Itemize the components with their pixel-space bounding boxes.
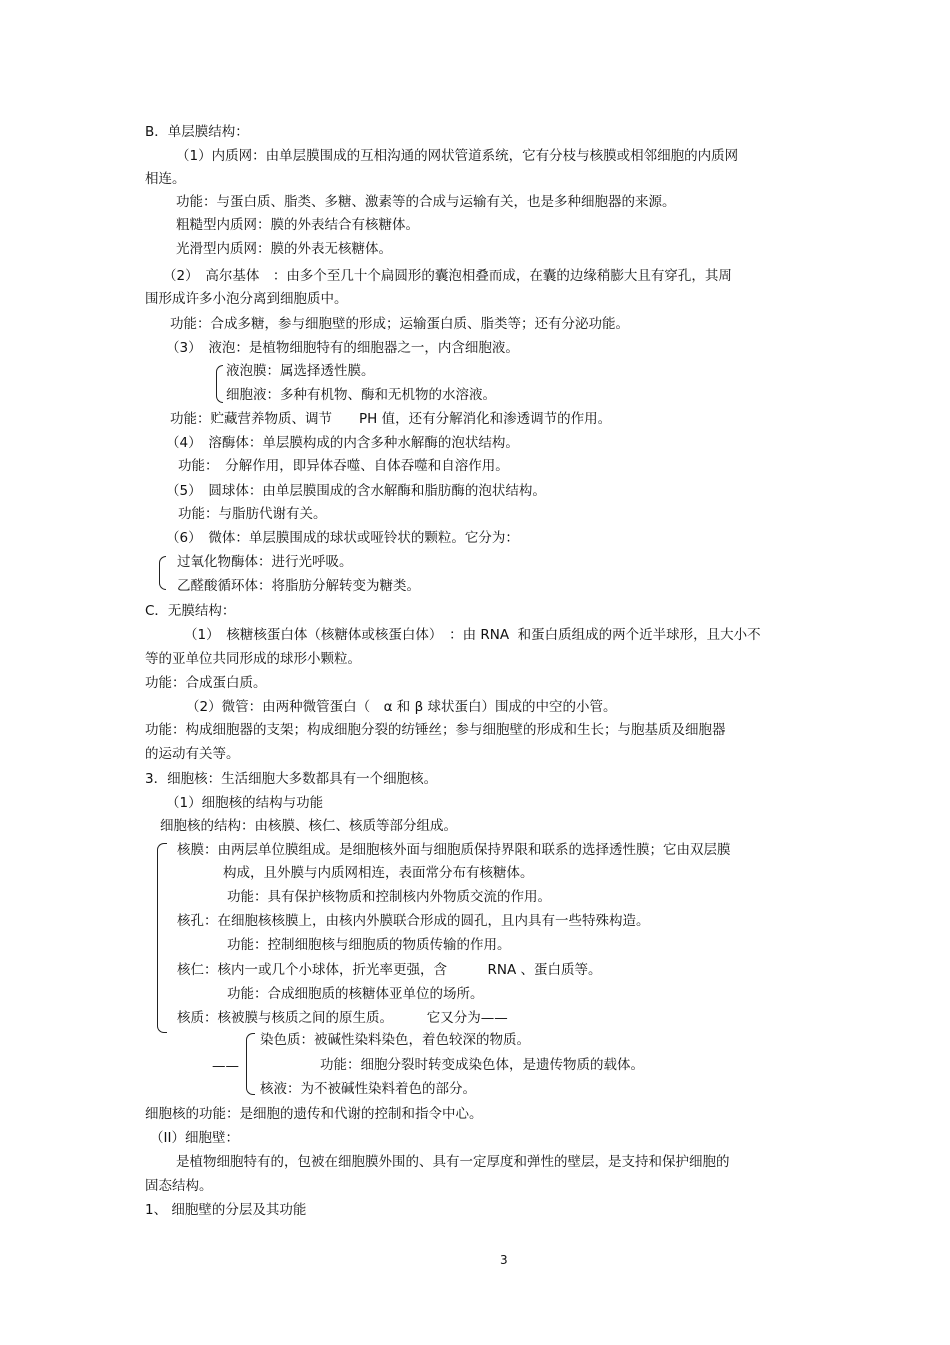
text-line: 乙醛酸循环体：将脂肪分解转变为糖类。 — [177, 578, 420, 594]
text-line: 功能：细胞分裂时转变成染色体，是遗传物质的载体。 — [320, 1057, 644, 1073]
text-line: 功能：合成蛋白质。 — [145, 675, 267, 691]
text-line: —— — [212, 1058, 239, 1074]
text-line: （2）微管：由两种微管蛋白（ α 和 β 球状蛋白）围成的中空的小管。 — [186, 699, 617, 715]
text-line: 围形成许多小泡分离到细胞质中。 — [145, 291, 348, 307]
text-line: 功能：合成细胞质的核糖体亚单位的场所。 — [227, 986, 484, 1002]
text-line: 构成，且外膜与内质网相连，表面常分布有核糖体。 — [223, 865, 534, 881]
text-line: （3） 液泡：是植物细胞特有的细胞器之一，内含细胞液。 — [166, 340, 519, 356]
text-line: 核膜：由两层单位膜组成。是细胞核外面与细胞质保持界限和联系的选择透性膜；它由双层膜 — [177, 842, 731, 858]
text-line: （1）细胞核的结构与功能 — [166, 795, 324, 811]
heading-cell-wall: （II）细胞壁： — [150, 1130, 239, 1146]
text-line: 核孔：在细胞核核膜上，由核内外膜联合形成的圆孔，且内具有一些特殊构造。 — [177, 913, 650, 929]
nucleus-structure-brace — [157, 843, 167, 1033]
text-line: 细胞核的结构：由核膜、核仁、核质等部分组成。 — [160, 818, 457, 834]
microbody-brace — [159, 556, 166, 590]
text-line: 功能：控制细胞核与细胞质的物质传输的作用。 — [227, 937, 511, 953]
text-line: 液泡膜：属选择透性膜。 — [226, 363, 375, 379]
text-line: 光滑型内质网：膜的外表无核糖体。 — [176, 241, 392, 257]
text-line: 相连。 — [145, 171, 186, 187]
text-line: 细胞核的功能：是细胞的遗传和代谢的控制和指令中心。 — [145, 1106, 483, 1122]
text-line: 固态结构。 — [145, 1178, 213, 1194]
text-line: （5） 圆球体：由单层膜围成的含水解酶和脂肪酶的泡状结构。 — [166, 483, 546, 499]
text-line: 的运动有关等。 — [145, 746, 240, 762]
text-line: （6） 微体：单层膜围成的球状或哑铃状的颗粒。它分为： — [166, 530, 519, 546]
text-line: 细胞液：多种有机物、酶和无机物的水溶液。 — [226, 387, 496, 403]
text-line: 功能：与蛋白质、脂类、多糖、激素等的合成与运输有关，也是多种细胞器的来源。 — [176, 194, 676, 210]
text-line: 功能：具有保护核物质和控制核内外物质交流的作用。 — [227, 889, 551, 905]
heading-nucleus: 3．细胞核：生活细胞大多数都具有一个细胞核。 — [145, 771, 438, 787]
heading-non-membrane: C．无膜结构： — [145, 603, 236, 619]
text-line: 染色质：被碱性染料染色，着色较深的物质。 — [260, 1032, 530, 1048]
text-line: 功能：构成细胞器的支架；构成细胞分裂的纺锤丝；参与细胞壁的形成和生长；与胞基质及细胞器 — [145, 722, 726, 738]
text-line: （4） 溶酶体：单层膜构成的内含多种水解酶的泡状结构。 — [166, 435, 519, 451]
text-line: 是植物细胞特有的，包被在细胞膜外围的、具有一定厚度和弹性的壁层，是支持和保护细胞的 — [176, 1154, 730, 1170]
nucleoplasm-brace — [246, 1033, 255, 1095]
text-line: 1、 细胞壁的分层及其功能 — [145, 1202, 307, 1218]
heading-single-membrane: B．单层膜结构： — [145, 124, 249, 140]
text-line: 核仁：核内一或几个小球体，折光率更强，含 RNA 、蛋白质等。 — [177, 962, 602, 978]
text-line: 等的亚单位共同形成的球形小颗粒。 — [145, 651, 361, 667]
text-line: （1） 核糖核蛋白体（核糖体或核蛋白体） ：由 RNA 和蛋白质组成的两个近半球形，且大小不 — [184, 627, 761, 643]
text-line: （2） 高尔基体 ：由多个至几十个扁圆形的囊泡相叠而成，在囊的边缘稍膨大且有穿孔，其周 — [163, 268, 732, 284]
page-number: 3 — [500, 1253, 508, 1267]
text-line: 功能：与脂肪代谢有关。 — [178, 506, 327, 522]
text-line: 过氧化物酶体：进行光呼吸。 — [177, 554, 353, 570]
text-line: 核液：为不被碱性染料着色的部分。 — [260, 1081, 476, 1097]
text-line: （1）内质网：由单层膜围成的互相沟通的网状管道系统，它有分枝与核膜或相邻细胞的内质网 — [176, 148, 739, 164]
text-line: 功能：合成多糖，参与细胞壁的形成；运输蛋白质、脂类等；还有分泌功能。 — [170, 316, 629, 332]
text-line: 功能： 分解作用，即异体吞噬、自体吞噬和自溶作用。 — [178, 458, 509, 474]
text-line: 核质：核被膜与核质之间的原生质。 它又分为—— — [177, 1010, 508, 1026]
text-line: 粗糙型内质网：膜的外表结合有核糖体。 — [176, 217, 419, 233]
vacuole-brace — [216, 365, 223, 403]
text-line: 功能：贮藏营养物质、调节 PH 值，还有分解消化和渗透调节的作用。 — [170, 411, 612, 427]
